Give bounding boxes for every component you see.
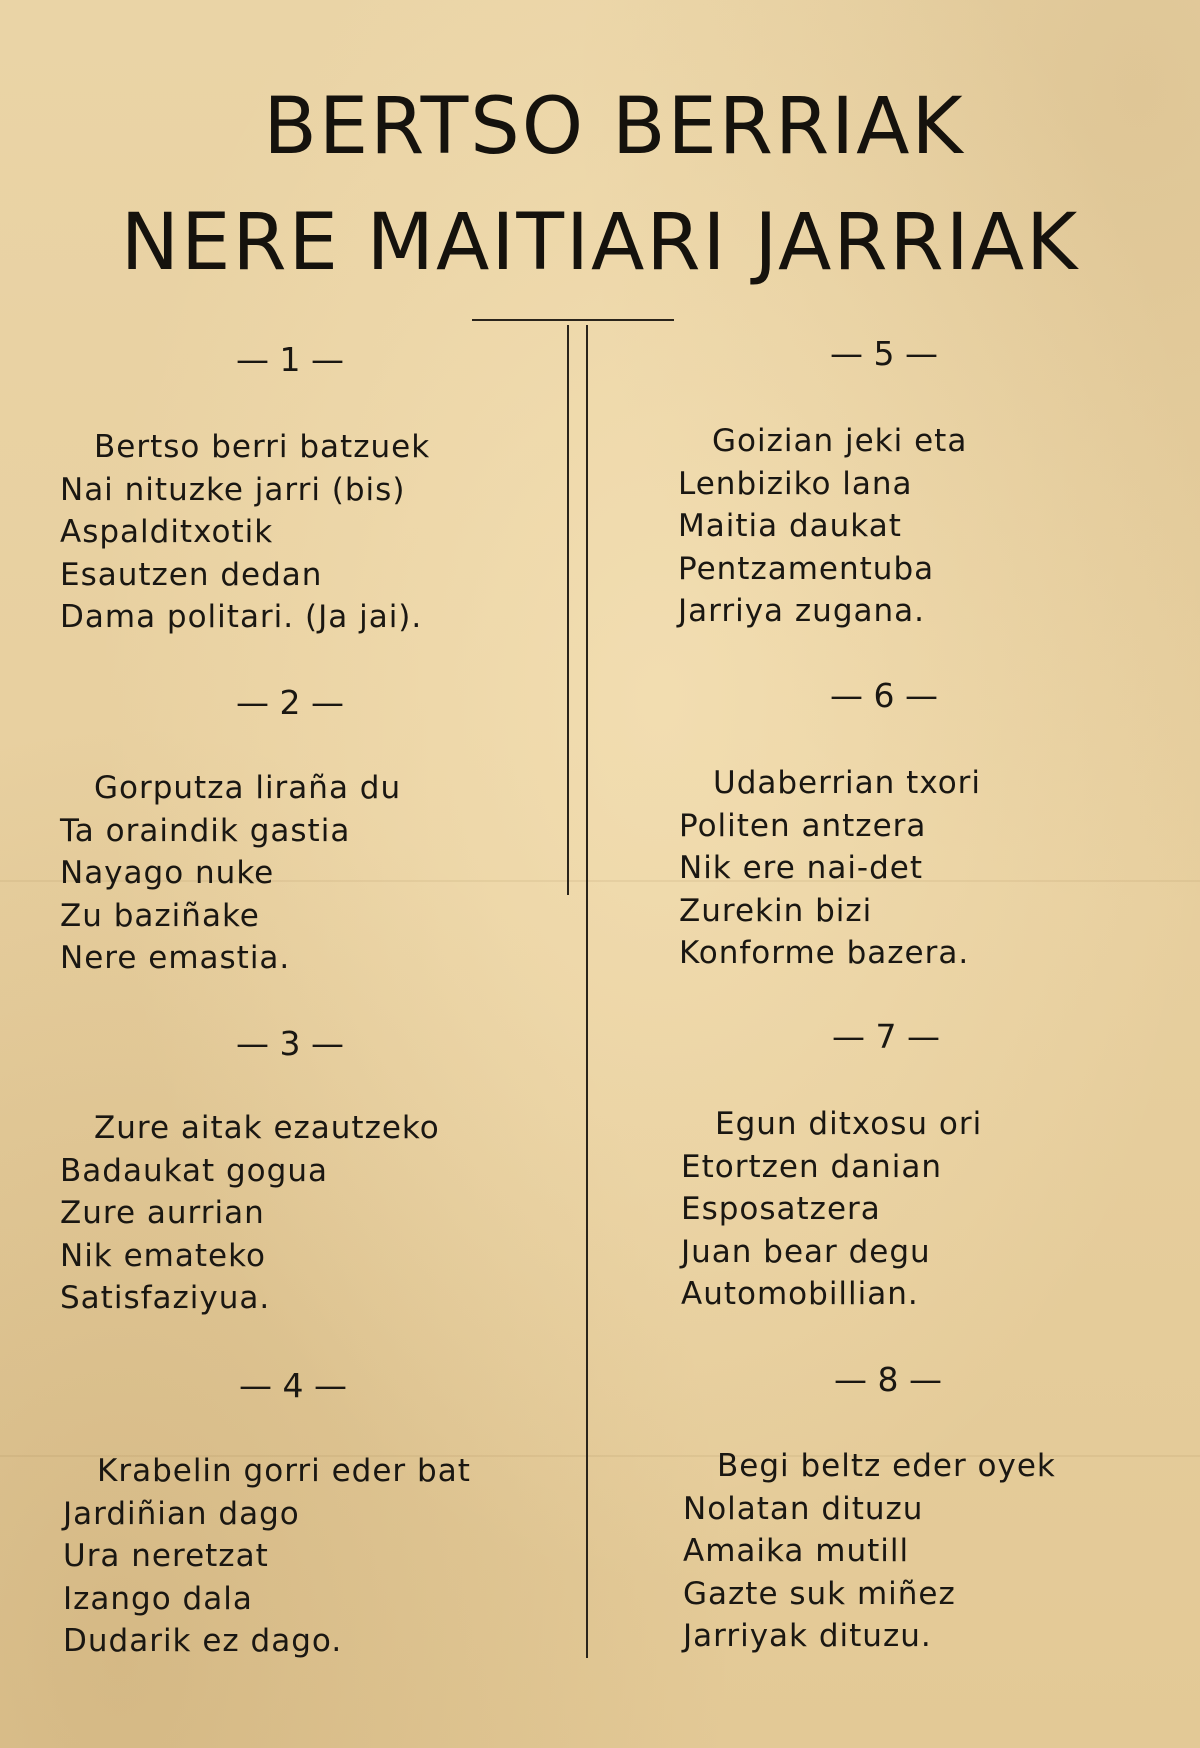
stanza-line: Udaberrian txori	[713, 765, 982, 801]
stanza-line: Satisfaziyua.	[60, 1280, 271, 1316]
stanza-line: Ta oraindik gastia	[60, 812, 351, 849]
stanza-line: Automobillian.	[681, 1276, 919, 1312]
stanza-line: Nik ere nai-det	[679, 850, 924, 886]
stanza-line: Jardiñian dago	[63, 1495, 300, 1532]
stanza-line: Esautzen dedan	[60, 556, 323, 593]
stanza-line: Nolatan dituzu	[683, 1490, 924, 1527]
stanza-line: Maitia daukat	[678, 508, 902, 544]
stanza-line: Nai nituzke jarri (bis)	[60, 471, 406, 508]
stanza-line: Lenbiziko lana	[678, 465, 913, 502]
stanza-line: Badaukat gogua	[60, 1152, 328, 1189]
title-rule	[472, 319, 674, 321]
stanza-line: Bertso berri batzuek	[94, 429, 431, 465]
column-divider-line	[586, 325, 588, 1658]
stanza-line: Dudarik ez dago.	[63, 1623, 343, 1659]
stanza-line: Zurekin bizi	[679, 892, 873, 929]
stanza	[683, 1445, 1056, 1658]
stanza-line: Krabelin gorri eder bat	[97, 1453, 471, 1489]
stanza-number: — 3 —	[236, 1024, 344, 1063]
stanza-line: Politen antzera	[679, 807, 927, 844]
stanza	[678, 420, 967, 633]
stanza-line: Jarriyak dituzu.	[683, 1618, 932, 1654]
stanza-line: Jarriya zugana.	[678, 593, 925, 629]
title-line-1: BERTSO BERRIAK	[263, 82, 965, 172]
stanza-line: Etortzen danian	[681, 1148, 943, 1185]
stanza	[63, 1450, 471, 1663]
stanza-line: Juan bear degu	[681, 1233, 931, 1270]
stanza-line: Konforme bazera.	[679, 935, 970, 971]
stanza-line: Gorputza lirañа du	[94, 770, 402, 806]
stanza-line: Begi beltz eder oyek	[717, 1448, 1056, 1484]
stanza-line: Izango dala	[63, 1580, 253, 1617]
stanza-line: Pentzamentuba	[678, 550, 935, 587]
stanza-number: — 4 —	[239, 1366, 347, 1405]
stanza	[60, 767, 401, 980]
column-divider-line	[567, 325, 569, 895]
stanza-line: Nere emastia.	[60, 940, 291, 976]
stanza-line: Zure aitak ezautzeko	[94, 1110, 440, 1146]
stanza-number: — 8 —	[834, 1360, 942, 1399]
stanza-line: Nayago nuke	[60, 855, 275, 891]
stanza-number: — 1 —	[236, 340, 344, 379]
stanza-line: Ura neretzat	[63, 1538, 269, 1574]
stanza-line: Aspalditxotik	[60, 514, 274, 550]
stanza-line: Egun ditxosu ori	[715, 1106, 983, 1142]
stanza	[679, 762, 981, 975]
stanza-line: Nik emateko	[60, 1237, 266, 1274]
stanza-line: Dama politari. (Ja jai).	[60, 599, 423, 635]
stanza-number: — 7 —	[832, 1017, 940, 1056]
stanza-line: Amaika mutill	[683, 1533, 910, 1569]
stanza-line: Goizian jeki eta	[712, 423, 968, 459]
title-line-2: NERE MAITIARI JARRIAK	[120, 198, 1080, 288]
stanza-line: Gazte suk miñez	[683, 1575, 956, 1612]
stanza-line: Esposatzera	[681, 1191, 881, 1227]
stanza	[60, 1107, 440, 1320]
stanza-number: — 6 —	[830, 676, 938, 715]
stanza	[681, 1103, 982, 1316]
stanza	[60, 426, 430, 639]
stanza-number: — 5 —	[830, 334, 938, 373]
stanza-line: Zu baziñake	[60, 897, 260, 934]
stanza-number: — 2 —	[236, 683, 344, 722]
stanza-line: Zure aurrian	[60, 1195, 265, 1231]
